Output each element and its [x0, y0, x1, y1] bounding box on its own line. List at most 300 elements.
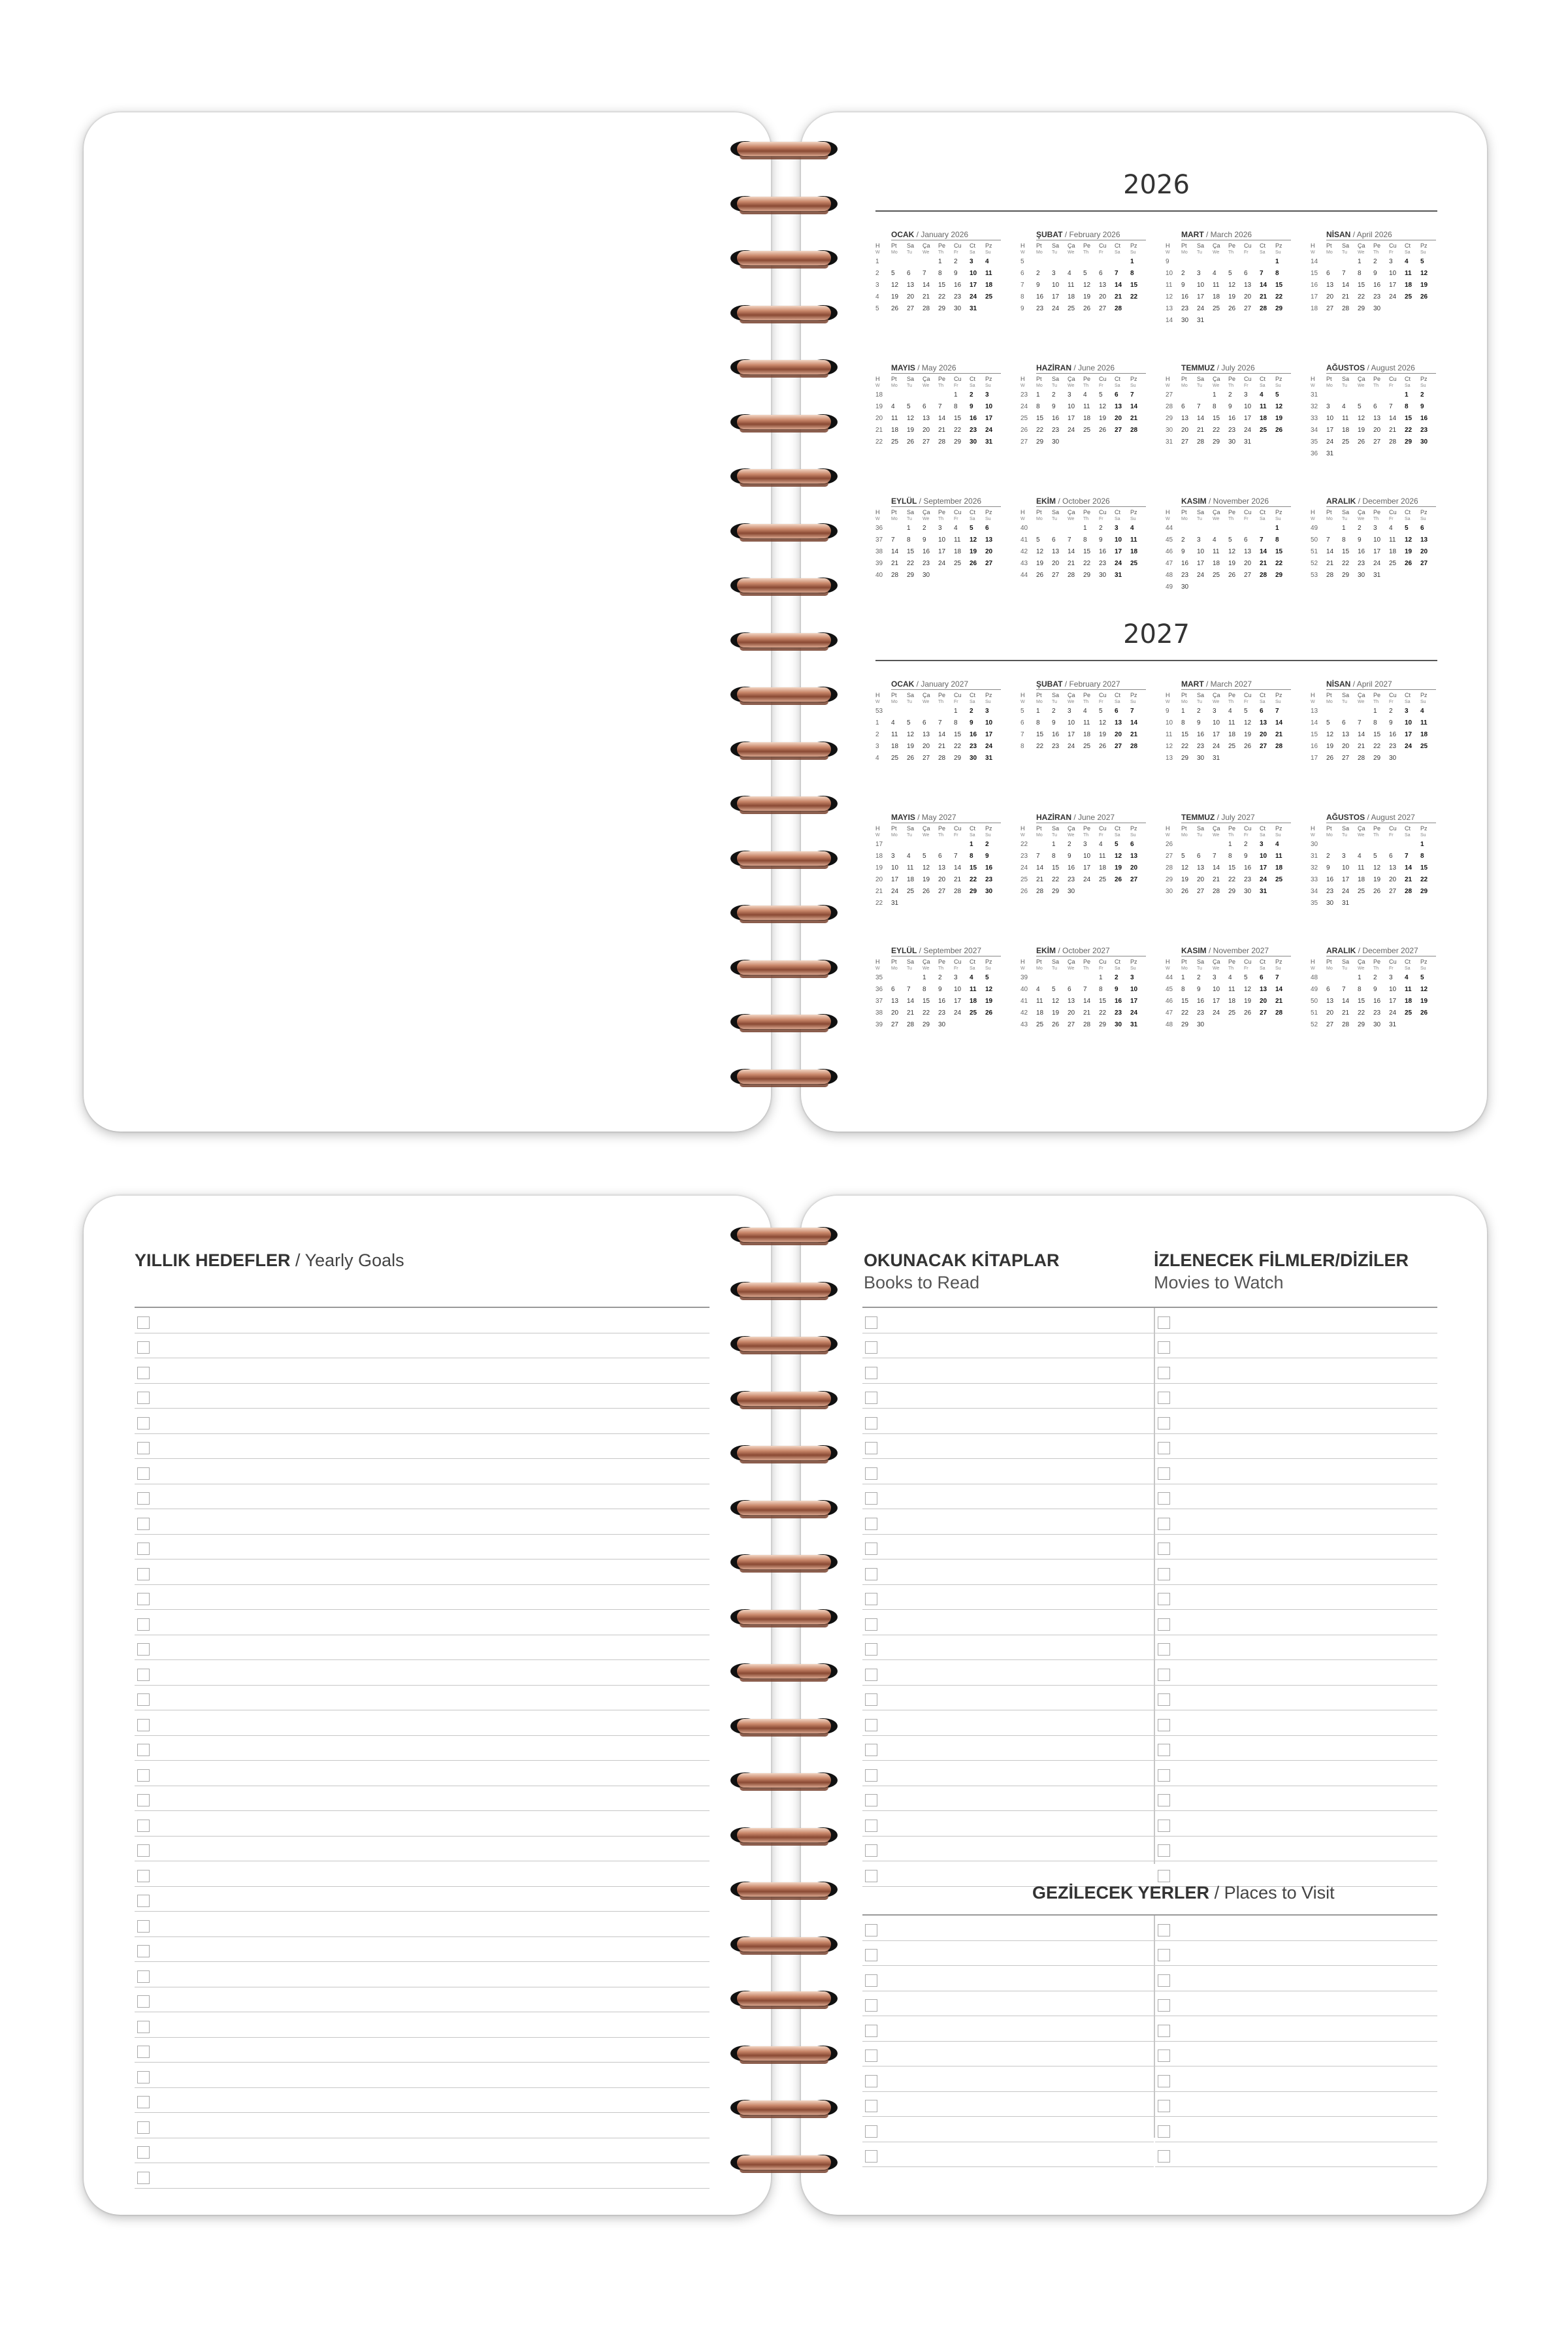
list-row[interactable]	[135, 2063, 710, 2088]
checkbox[interactable]	[1158, 1693, 1170, 1706]
checkbox[interactable]	[1158, 1492, 1170, 1505]
checkbox[interactable]	[1158, 1618, 1170, 1631]
list-row[interactable]	[1155, 1560, 1437, 1585]
day-cell: 22	[1181, 743, 1189, 750]
week-number: 25	[1021, 876, 1028, 883]
weekday-label: Ça	[1213, 509, 1220, 515]
weekday-label: H	[875, 509, 880, 515]
list-row[interactable]	[862, 1308, 1154, 1333]
checkbox[interactable]	[865, 1392, 877, 1404]
checkbox[interactable]	[865, 1543, 877, 1555]
list-row[interactable]	[862, 1686, 1154, 1711]
week-number: 45	[1166, 986, 1173, 993]
day-cell	[1275, 753, 1291, 764]
day-cell: 26	[891, 305, 899, 312]
list-row[interactable]	[135, 1887, 710, 1912]
list-row[interactable]	[862, 1610, 1154, 1635]
checkbox[interactable]	[865, 1844, 877, 1857]
month-name	[1166, 679, 1291, 689]
checkbox[interactable]	[865, 1367, 877, 1379]
month-rule	[1036, 373, 1146, 374]
checkbox[interactable]	[137, 1543, 150, 1555]
list-row[interactable]	[862, 1941, 1154, 1967]
checkbox[interactable]	[137, 1643, 150, 1656]
day-cell: 24	[1389, 293, 1397, 301]
day-cell: 11	[1405, 270, 1412, 277]
checkbox[interactable]	[865, 1693, 877, 1706]
day-cell: 16	[1358, 548, 1365, 555]
weekday-label: Sa	[1052, 825, 1060, 832]
day-cell: 1	[1275, 525, 1279, 532]
list-row[interactable]	[862, 1811, 1154, 1837]
day-cell: 12	[1244, 986, 1252, 993]
checkbox[interactable]	[865, 1316, 877, 1329]
checkbox[interactable]	[1158, 2025, 1170, 2037]
checkbox[interactable]	[865, 1669, 877, 1681]
checkbox[interactable]	[137, 1820, 150, 1832]
month-name-tr: EKİM	[1036, 946, 1056, 955]
list-row[interactable]	[135, 2088, 710, 2114]
list-row[interactable]	[135, 1686, 710, 1711]
month-day-grid	[1166, 691, 1291, 764]
checkbox[interactable]	[1158, 1870, 1170, 1882]
list-row[interactable]	[862, 2066, 1154, 2092]
list-row[interactable]	[135, 2012, 710, 2038]
checkbox[interactable]	[1158, 1367, 1170, 1379]
checkbox[interactable]	[137, 1719, 150, 1731]
day-cell	[1260, 581, 1275, 593]
month-name-en: / August 2026	[1365, 363, 1415, 372]
list-row[interactable]	[862, 1710, 1154, 1736]
day-cell: 5	[1420, 974, 1424, 981]
list-row[interactable]	[135, 1761, 710, 1786]
list-row[interactable]	[135, 1585, 710, 1610]
day-cell: 7	[954, 853, 958, 860]
checkbox[interactable]	[865, 1643, 877, 1656]
list-row[interactable]	[1155, 1966, 1437, 1991]
day-cell	[1260, 315, 1275, 327]
day-cell: 14	[923, 282, 930, 289]
list-row[interactable]	[1155, 1786, 1437, 1812]
list-row[interactable]	[1155, 1686, 1437, 1711]
weekday-label: Pe	[938, 958, 946, 965]
weekday-label: Cu	[1099, 242, 1107, 249]
ring-wire	[737, 1228, 831, 1242]
list-row[interactable]	[862, 1736, 1154, 1761]
list-row[interactable]	[862, 1434, 1154, 1460]
checkbox[interactable]	[865, 1719, 877, 1731]
ring-wire	[737, 1828, 831, 1842]
list-row[interactable]	[862, 1459, 1154, 1484]
weekday-label: Pe	[1373, 509, 1381, 515]
week-number: 53	[875, 708, 883, 715]
checkbox[interactable]	[865, 2100, 877, 2112]
list-row[interactable]	[135, 1358, 710, 1384]
checkbox[interactable]	[137, 1920, 150, 1933]
checkbox[interactable]	[1158, 1949, 1170, 1961]
day-cell: 25	[1342, 438, 1350, 446]
day-cell: 5	[1358, 403, 1362, 410]
list-row[interactable]	[135, 1459, 710, 1484]
day-cell: 7	[938, 719, 942, 727]
list-row[interactable]	[1155, 2117, 1437, 2142]
day-cell: 19	[891, 293, 899, 301]
checkbox[interactable]	[865, 2125, 877, 2138]
day-cell: 29	[1228, 888, 1236, 895]
checkbox[interactable]	[137, 1442, 150, 1454]
list-row[interactable]	[135, 1535, 710, 1560]
list-row[interactable]	[135, 1484, 710, 1510]
list-row[interactable]	[862, 1409, 1154, 1434]
checkbox[interactable]	[137, 2046, 150, 2058]
checkbox[interactable]	[865, 1820, 877, 1832]
checkbox[interactable]	[1158, 1794, 1170, 1806]
month-december-2027	[1311, 946, 1436, 1031]
list-row[interactable]	[1155, 1761, 1437, 1786]
checkbox[interactable]	[137, 1693, 150, 1706]
list-row[interactable]	[135, 2113, 710, 2138]
checkbox[interactable]	[865, 2025, 877, 2037]
checkbox[interactable]	[137, 2096, 150, 2108]
list-row[interactable]	[862, 1535, 1154, 1560]
day-cell: 28	[954, 888, 962, 895]
list-row[interactable]	[135, 1308, 710, 1333]
weekday-label-en: Sa	[1260, 833, 1266, 838]
weekday-label: Ça	[1213, 376, 1220, 382]
day-cell: 23	[1197, 743, 1205, 750]
week-number: 6	[1021, 270, 1024, 277]
checkbox[interactable]	[137, 1895, 150, 1907]
day-cell: 2	[1115, 974, 1119, 981]
list-row[interactable]	[1155, 1811, 1437, 1837]
day-cell: 23	[1420, 427, 1428, 434]
list-row[interactable]	[1155, 1991, 1437, 2017]
list-row[interactable]	[135, 1660, 710, 1686]
checkbox[interactable]	[137, 1794, 150, 1806]
weekday-label-en: Su	[985, 250, 991, 255]
list-row[interactable]	[135, 1861, 710, 1887]
day-cell: 12	[1181, 864, 1189, 872]
day-cell	[1389, 839, 1405, 851]
checkbox[interactable]	[137, 2146, 150, 2159]
checkbox[interactable]	[1158, 1467, 1170, 1480]
list-row[interactable]	[862, 1966, 1154, 1991]
checkbox[interactable]	[1158, 1392, 1170, 1404]
checkbox[interactable]	[1158, 1820, 1170, 1832]
day-cell: 17	[1213, 998, 1220, 1005]
weekday-label-en: We	[1358, 384, 1365, 388]
month-day-grid	[1021, 691, 1146, 753]
weekday-label: H	[875, 242, 880, 249]
list-row[interactable]	[862, 1761, 1154, 1786]
list-row[interactable]	[135, 1635, 710, 1661]
checkbox[interactable]	[137, 1618, 150, 1631]
list-row[interactable]	[862, 2092, 1154, 2117]
day-cell: 4	[1099, 841, 1103, 848]
checkbox[interactable]	[137, 1568, 150, 1580]
list-row[interactable]	[862, 1585, 1154, 1610]
list-row[interactable]	[1155, 1434, 1437, 1460]
checkbox[interactable]	[1158, 1341, 1170, 1354]
checkbox[interactable]	[1158, 1844, 1170, 1857]
weekday-label: Ct	[970, 376, 975, 382]
list-row[interactable]	[862, 1660, 1154, 1686]
list-row[interactable]	[862, 1786, 1154, 1812]
list-row[interactable]	[862, 2142, 1154, 2168]
checkbox[interactable]	[137, 1392, 150, 1404]
list-row[interactable]	[1155, 2016, 1437, 2042]
list-row[interactable]	[1155, 1484, 1437, 1510]
checkbox[interactable]	[865, 1924, 877, 1936]
list-row[interactable]	[135, 1962, 710, 1987]
list-row[interactable]	[1155, 1409, 1437, 1434]
list-row[interactable]	[135, 1409, 710, 1434]
checkbox[interactable]	[865, 1744, 877, 1756]
weekday-label: Ct	[1405, 376, 1411, 382]
checkbox[interactable]	[1158, 1518, 1170, 1530]
list-row[interactable]	[862, 1991, 1154, 2017]
list-row[interactable]	[135, 2163, 710, 2189]
checkbox[interactable]	[865, 1974, 877, 1987]
list-row[interactable]	[1155, 2042, 1437, 2067]
day-cell: 6	[985, 525, 989, 532]
checkbox[interactable]	[137, 1669, 150, 1681]
checkbox[interactable]	[137, 1844, 150, 1857]
checkbox[interactable]	[1158, 1924, 1170, 1936]
checkbox[interactable]	[865, 1999, 877, 2012]
day-cell: 15	[1083, 548, 1091, 555]
checkbox[interactable]	[1158, 2125, 1170, 2138]
checkbox[interactable]	[1158, 1744, 1170, 1756]
list-row[interactable]	[1155, 1837, 1437, 1862]
list-row[interactable]	[135, 1912, 710, 1937]
list-row[interactable]	[1155, 2142, 1437, 2168]
list-row[interactable]	[1155, 2092, 1437, 2117]
month-rule	[1181, 506, 1291, 507]
month-name-en: / September 2026	[917, 497, 982, 506]
day-cell	[1358, 706, 1373, 717]
list-row[interactable]	[1155, 1916, 1437, 1941]
list-row[interactable]	[1155, 1384, 1437, 1409]
checkbox[interactable]	[865, 1870, 877, 1882]
list-row[interactable]	[1155, 1535, 1437, 1560]
list-row[interactable]	[1155, 1333, 1437, 1359]
checkbox[interactable]	[137, 1870, 150, 1882]
checkbox[interactable]	[865, 1593, 877, 1605]
list-row[interactable]	[1155, 1459, 1437, 1484]
checkbox[interactable]	[865, 2075, 877, 2087]
list-row[interactable]	[135, 1434, 710, 1460]
checkbox[interactable]	[1158, 2075, 1170, 2087]
month-march-2027	[1166, 679, 1291, 764]
checkbox[interactable]	[1158, 1643, 1170, 1656]
day-cell	[938, 839, 954, 851]
day-cell: 7	[1275, 974, 1279, 981]
list-row[interactable]	[135, 1710, 710, 1736]
checkbox[interactable]	[865, 1341, 877, 1354]
checkbox[interactable]	[1158, 2050, 1170, 2062]
day-cell: 8	[1373, 719, 1377, 727]
checkbox[interactable]	[1158, 1769, 1170, 1782]
list-row[interactable]	[862, 2016, 1154, 2042]
checkbox[interactable]	[1158, 1999, 1170, 2012]
checkbox[interactable]	[137, 1769, 150, 1782]
checkbox[interactable]	[137, 2071, 150, 2083]
checkbox[interactable]	[137, 2121, 150, 2134]
checkbox[interactable]	[1158, 1974, 1170, 1987]
checkbox[interactable]	[865, 2050, 877, 2062]
list-row[interactable]	[1155, 1308, 1437, 1333]
checkbox[interactable]	[137, 1744, 150, 1756]
list-row[interactable]	[1155, 1610, 1437, 1635]
checkbox[interactable]	[865, 2150, 877, 2163]
list-row[interactable]	[135, 1837, 710, 1862]
day-cell: 3	[1213, 974, 1217, 981]
list-row[interactable]	[135, 1786, 710, 1812]
checkbox[interactable]	[865, 1467, 877, 1480]
day-cell: 30	[1326, 900, 1334, 907]
ring-wire	[737, 1337, 831, 1351]
day-cell: 8	[1181, 719, 1185, 727]
checkbox[interactable]	[137, 1995, 150, 2008]
day-cell: 27	[1115, 743, 1122, 750]
weekday-label-en: Sa	[970, 700, 975, 704]
checkbox[interactable]	[1158, 1543, 1170, 1555]
list-row[interactable]	[862, 1560, 1154, 1585]
checkbox[interactable]	[137, 1316, 150, 1329]
day-cell: 26	[1052, 1021, 1060, 1028]
list-row[interactable]	[1155, 1635, 1437, 1661]
checkbox[interactable]	[1158, 2100, 1170, 2112]
checkbox[interactable]	[1158, 1719, 1170, 1731]
list-row[interactable]	[1155, 1941, 1437, 1967]
list-row[interactable]	[862, 1635, 1154, 1661]
list-row[interactable]	[862, 1509, 1154, 1535]
checkbox[interactable]	[1158, 1442, 1170, 1454]
checkbox[interactable]	[137, 1367, 150, 1379]
day-cell: 5	[1052, 986, 1056, 993]
weekday-label-en: We	[1213, 250, 1220, 255]
list-row[interactable]	[135, 2138, 710, 2164]
checkbox[interactable]	[137, 1467, 150, 1480]
month-day-grid	[1021, 375, 1146, 448]
month-october-2026	[1021, 497, 1146, 581]
day-cell: 1	[1228, 841, 1232, 848]
weekday-label-en: Tu	[1052, 250, 1057, 255]
day-cell: 30	[1068, 888, 1075, 895]
list-row[interactable]	[135, 1937, 710, 1963]
list-row[interactable]	[862, 2042, 1154, 2067]
day-cell: 21	[938, 427, 946, 434]
checkbox[interactable]	[137, 1341, 150, 1354]
list-row[interactable]	[135, 1384, 710, 1409]
list-row[interactable]	[1155, 1585, 1437, 1610]
weekday-label-en: Th	[1083, 700, 1089, 704]
weekday-label-en: Th	[938, 966, 944, 971]
list-row[interactable]	[1155, 2066, 1437, 2092]
day-cell: 27	[923, 755, 930, 762]
list-row[interactable]	[135, 1811, 710, 1837]
checkbox[interactable]	[865, 1518, 877, 1530]
list-row[interactable]	[862, 1484, 1154, 1510]
month-day-grid	[1021, 825, 1146, 898]
list-row[interactable]	[135, 1987, 710, 2013]
list-row[interactable]	[135, 1333, 710, 1359]
checkbox[interactable]	[865, 1568, 877, 1580]
checkbox[interactable]	[137, 1970, 150, 1983]
checkbox[interactable]	[137, 2021, 150, 2033]
month-name	[1311, 363, 1436, 372]
weekday-label-en: Su	[1130, 250, 1136, 255]
list-row[interactable]	[862, 1916, 1154, 1941]
checkbox[interactable]	[865, 1794, 877, 1806]
day-cell: 8	[1358, 270, 1362, 277]
weekday-label: Sa	[907, 376, 915, 382]
list-row[interactable]	[135, 1560, 710, 1585]
list-row[interactable]	[1155, 1710, 1437, 1736]
day-cell: 22	[1036, 743, 1044, 750]
checkbox[interactable]	[865, 1618, 877, 1631]
month-name-tr: HAZİRAN	[1036, 363, 1071, 372]
list-row[interactable]	[1155, 1358, 1437, 1384]
list-row[interactable]	[1155, 1509, 1437, 1535]
spiral-binding	[725, 136, 843, 1116]
checkbox[interactable]	[865, 1442, 877, 1454]
list-row[interactable]	[1155, 1736, 1437, 1761]
checkbox[interactable]	[137, 1417, 150, 1429]
day-cell: 25	[1228, 743, 1236, 750]
day-cell: 21	[891, 560, 899, 567]
list-row[interactable]	[862, 1333, 1154, 1359]
checkbox[interactable]	[1158, 1417, 1170, 1429]
weekday-label: Ct	[970, 509, 975, 515]
list-row[interactable]	[862, 1837, 1154, 1862]
list-row[interactable]	[862, 1358, 1154, 1384]
list-row[interactable]	[135, 1509, 710, 1535]
list-row[interactable]	[135, 1736, 710, 1761]
list-row[interactable]	[862, 1384, 1154, 1409]
day-cell	[1052, 972, 1068, 984]
checkbox[interactable]	[137, 1492, 150, 1505]
weekday-label: Sa	[1052, 242, 1060, 249]
checkbox[interactable]	[1158, 1316, 1170, 1329]
checkbox[interactable]	[137, 1518, 150, 1530]
list-row[interactable]	[1155, 1660, 1437, 1686]
day-cell: 7	[1068, 536, 1071, 544]
day-cell: 18	[1405, 282, 1413, 289]
checkbox[interactable]	[137, 2172, 150, 2184]
checkbox[interactable]	[137, 1593, 150, 1605]
list-row[interactable]	[135, 1610, 710, 1635]
checkbox[interactable]	[1158, 2150, 1170, 2163]
day-cell: 17	[1389, 282, 1397, 289]
weekday-label-en: Mo	[1181, 250, 1188, 255]
checkbox[interactable]	[1158, 1669, 1170, 1681]
list-row[interactable]	[135, 2038, 710, 2063]
checkbox[interactable]	[865, 1949, 877, 1961]
checkbox[interactable]	[137, 1945, 150, 1957]
checkbox[interactable]	[1158, 1593, 1170, 1605]
day-cell: 30	[1099, 572, 1107, 579]
checkbox[interactable]	[865, 1769, 877, 1782]
day-cell: 5	[1036, 536, 1040, 544]
list-row[interactable]	[862, 2117, 1154, 2142]
spiral-ring	[725, 300, 843, 326]
checkbox[interactable]	[865, 1417, 877, 1429]
week-number: 39	[875, 560, 883, 567]
checkbox[interactable]	[1158, 1568, 1170, 1580]
checkbox[interactable]	[865, 1492, 877, 1505]
